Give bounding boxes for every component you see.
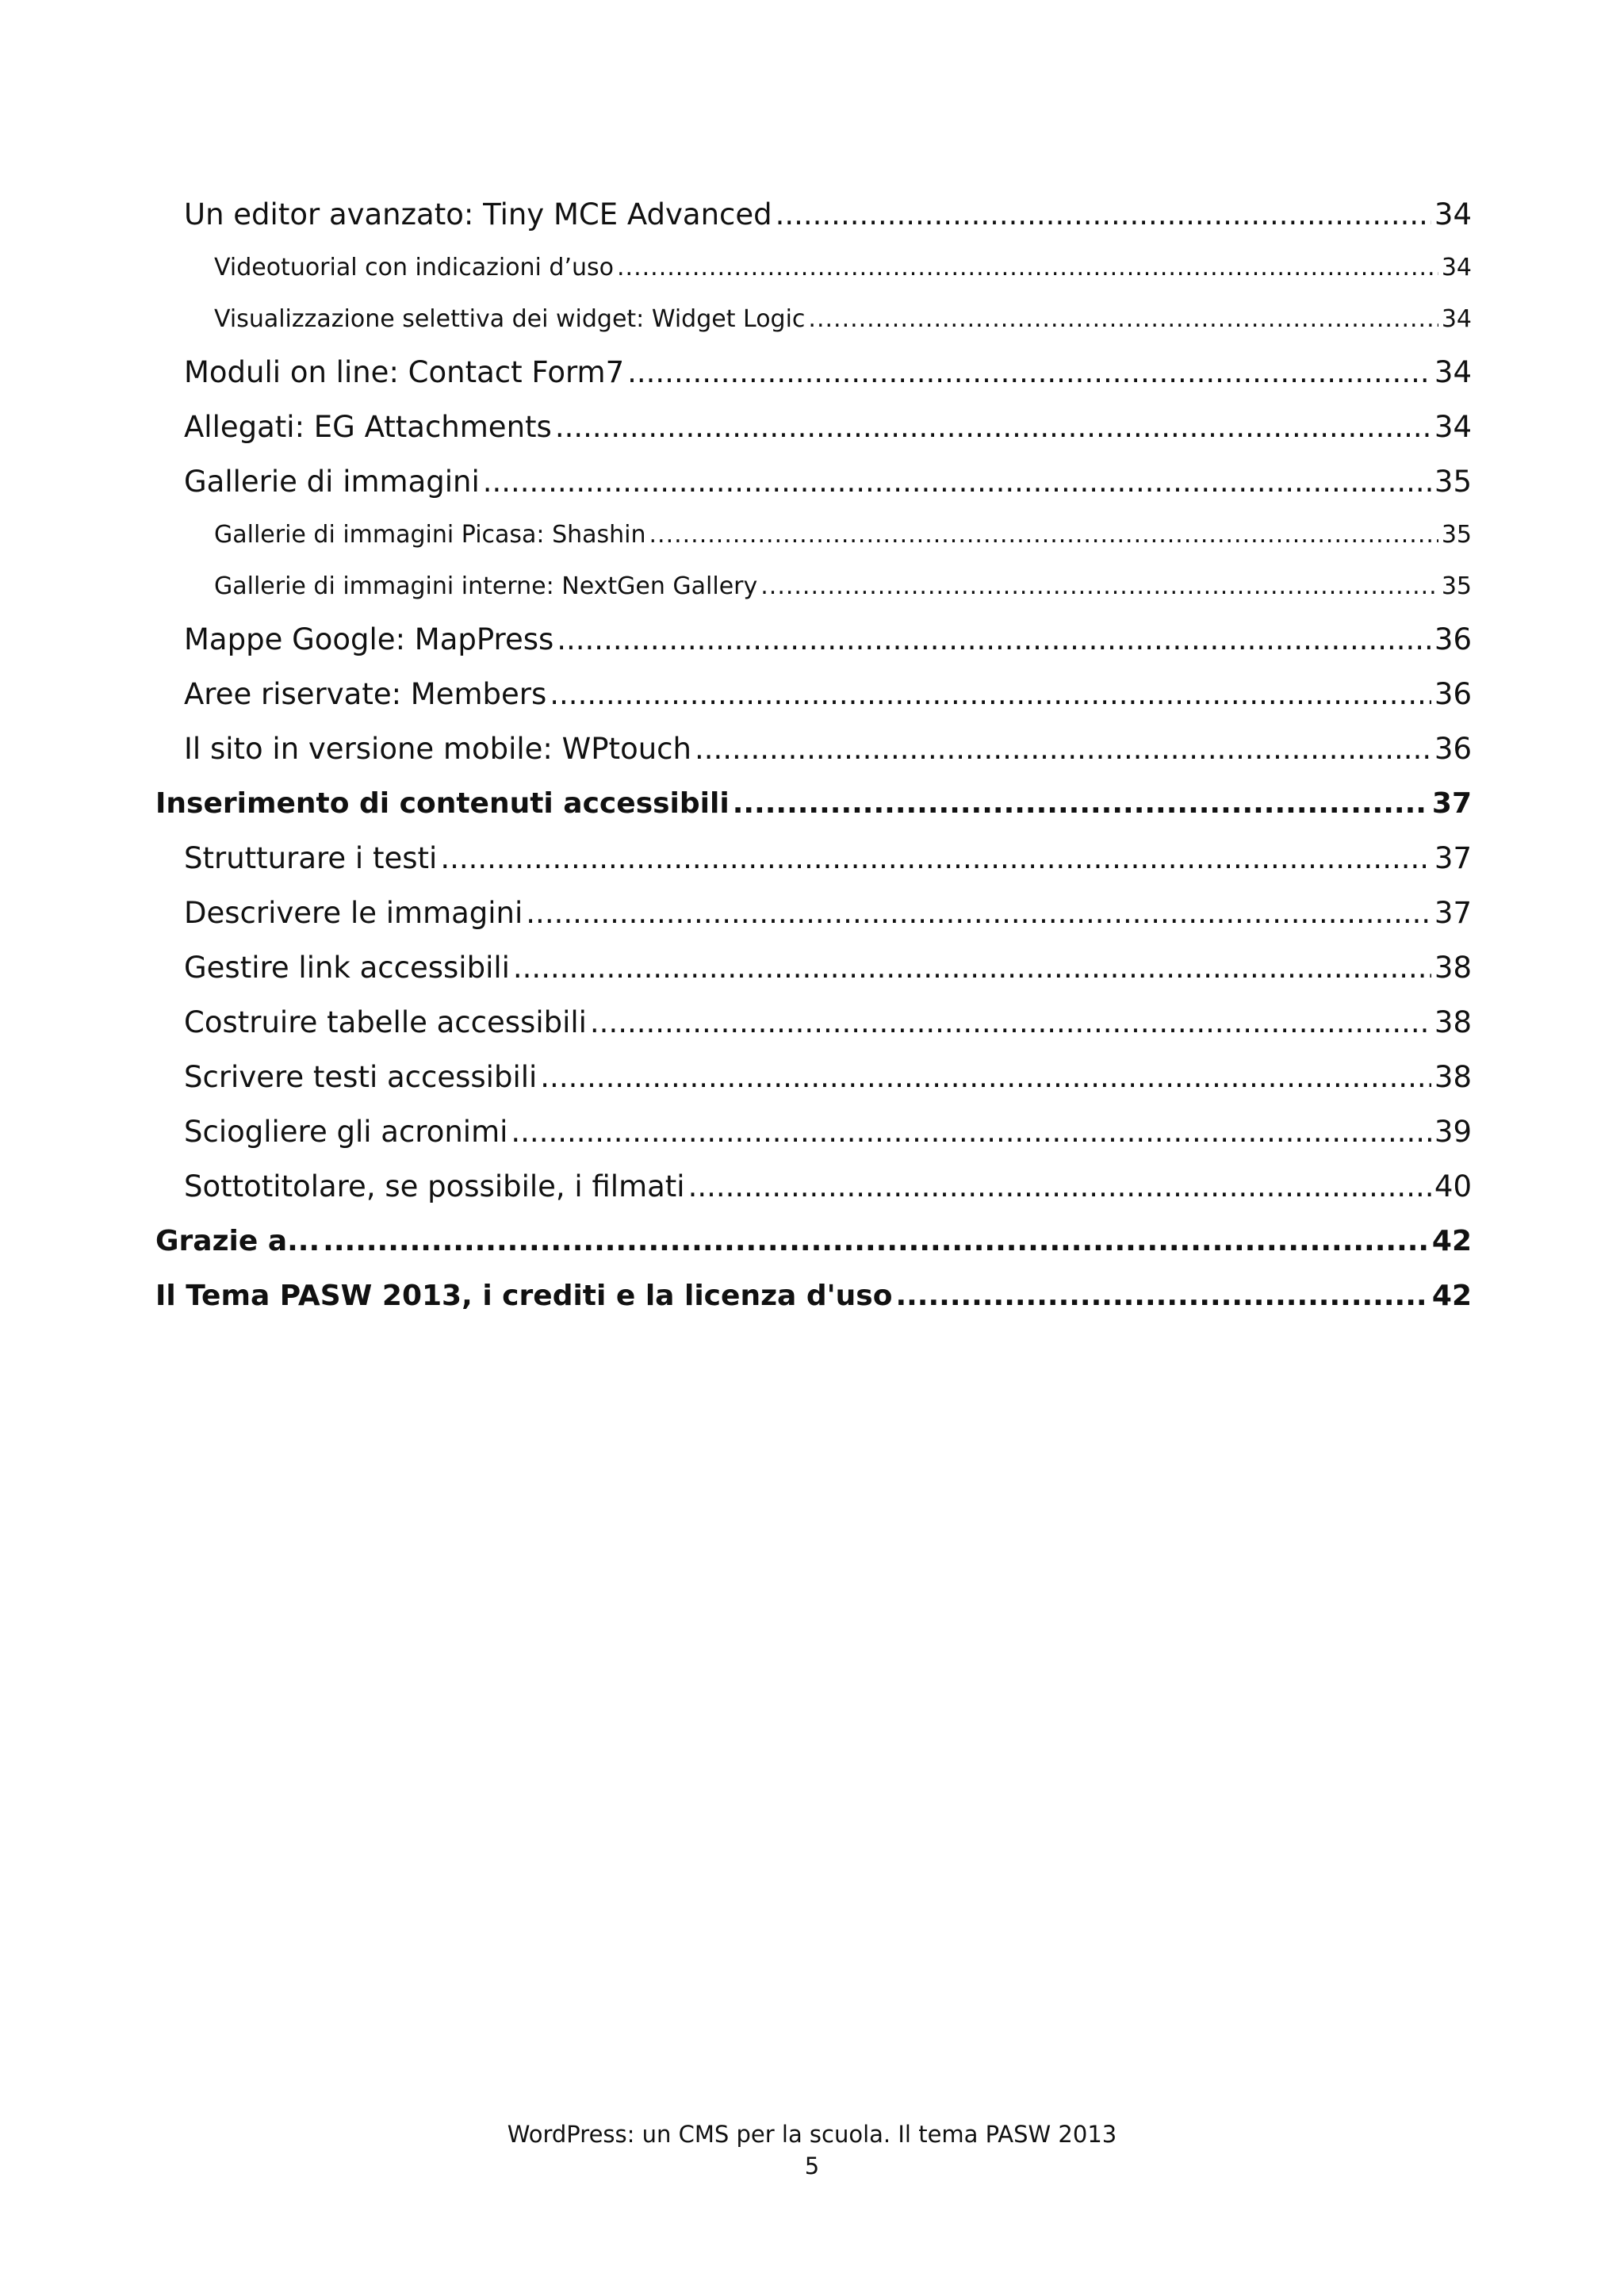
toc-dot-leader <box>323 1214 1429 1269</box>
toc-dot-leader <box>649 509 1438 561</box>
toc-entry-page: 35 <box>1441 572 1472 600</box>
toc-entry-page: 37 <box>1434 841 1472 875</box>
toc-entry-title: Gestire link accessibili <box>184 951 510 985</box>
toc-dot-leader <box>540 1050 1431 1104</box>
toc-entry-page: 34 <box>1441 254 1472 281</box>
toc-entry[interactable] <box>155 345 1472 400</box>
toc-entry-title: Mappe Google: MapPress <box>184 622 554 656</box>
toc-dot-leader <box>555 400 1431 454</box>
toc-entry[interactable] <box>155 1104 1472 1159</box>
toc-dot-leader <box>760 561 1438 612</box>
toc-entry-title: Grazie a... <box>155 1225 320 1257</box>
toc-entry-page: 38 <box>1434 1005 1472 1039</box>
toc-entry[interactable] <box>155 1269 1472 1323</box>
toc-dot-leader <box>550 667 1431 721</box>
toc-entry-title: Strutturare i testi <box>184 841 438 875</box>
toc-entry-title: Un editor avanzato: Tiny MCE Advanced <box>184 197 772 232</box>
toc-entry-page: 36 <box>1434 677 1472 711</box>
toc-entry-page: 35 <box>1441 521 1472 549</box>
toc-entry[interactable] <box>155 721 1472 776</box>
toc-entry-page: 36 <box>1434 622 1472 656</box>
toc-dot-leader <box>688 1159 1431 1214</box>
toc-entry-title: Moduli on line: Contact Form7 <box>184 355 625 389</box>
toc-entry[interactable] <box>155 509 1472 561</box>
toc-entry-title: Descrivere le immagini <box>184 896 523 930</box>
toc-entry-title: Inserimento di contenuti accessibili <box>155 787 730 820</box>
toc-entry[interactable] <box>155 940 1472 995</box>
toc-entry[interactable] <box>155 612 1472 667</box>
toc-entry-page: 39 <box>1434 1115 1472 1149</box>
toc-entry[interactable] <box>155 995 1472 1050</box>
table-of-contents <box>155 187 1472 1323</box>
toc-entry-title: Il Tema PASW 2013, i crediti e la licenza d'uso <box>155 1280 893 1312</box>
toc-entry-title: Gallerie di immagini <box>184 465 480 499</box>
toc-entry-title: Videotuorial con indicazioni d’uso <box>214 254 615 281</box>
toc-entry-page: 37 <box>1431 787 1472 820</box>
footer-title: WordPress: un CMS per la scuola. Il tema PASW 2013 <box>507 2121 1117 2148</box>
toc-entry[interactable] <box>155 776 1472 831</box>
toc-dot-leader <box>557 612 1431 667</box>
toc-dot-leader <box>776 187 1431 242</box>
toc-entry[interactable] <box>155 1050 1472 1104</box>
toc-entry-title: Scrivere testi accessibili <box>184 1060 538 1094</box>
toc-dot-leader <box>440 831 1431 886</box>
toc-dot-leader <box>590 995 1431 1050</box>
toc-dot-leader <box>808 293 1438 345</box>
toc-entry-page: 40 <box>1434 1169 1472 1203</box>
page-footer <box>0 2118 1624 2182</box>
toc-entry-title: Allegati: EG Attachments <box>184 410 552 444</box>
toc-entry-title: Visualizzazione selettiva dei widget: Widget Logic <box>214 305 806 333</box>
toc-entry[interactable] <box>155 454 1472 509</box>
toc-dot-leader <box>627 345 1431 400</box>
toc-entry-title: Costruire tabelle accessibili <box>184 1005 587 1039</box>
toc-entry-page: 34 <box>1434 355 1472 389</box>
toc-entry-title: Aree riservate: Members <box>184 677 547 711</box>
toc-entry-title: Sciogliere gli acronimi <box>184 1115 508 1149</box>
toc-entry[interactable] <box>155 400 1472 454</box>
toc-dot-leader <box>617 242 1438 293</box>
toc-entry-page: 38 <box>1434 951 1472 985</box>
toc-entry-page: 38 <box>1434 1060 1472 1094</box>
toc-entry[interactable] <box>155 1159 1472 1214</box>
toc-entry-page: 42 <box>1431 1280 1472 1312</box>
toc-entry[interactable] <box>155 187 1472 242</box>
toc-entry-title: Gallerie di immagini Picasa: Shashin <box>214 521 646 549</box>
toc-dot-leader <box>513 940 1431 995</box>
toc-entry[interactable] <box>155 667 1472 721</box>
toc-entry[interactable] <box>155 1214 1472 1269</box>
toc-entry-page: 36 <box>1434 732 1472 766</box>
toc-dot-leader <box>526 886 1431 940</box>
toc-entry[interactable] <box>155 886 1472 940</box>
toc-dot-leader <box>695 721 1431 776</box>
toc-entry-page: 35 <box>1434 465 1472 499</box>
footer-page-number: 5 <box>804 2152 820 2179</box>
toc-dot-leader <box>733 776 1429 831</box>
toc-entry-page: 37 <box>1434 896 1472 930</box>
toc-dot-leader <box>511 1104 1431 1159</box>
toc-dot-leader <box>483 454 1431 509</box>
toc-entry-title: Sottotitolare, se possibile, i filmati <box>184 1169 685 1203</box>
toc-entry[interactable] <box>155 293 1472 345</box>
toc-entry-title: Gallerie di immagini interne: NextGen Gallery <box>214 572 758 600</box>
toc-dot-leader <box>895 1269 1428 1323</box>
toc-entry[interactable] <box>155 831 1472 886</box>
toc-entry[interactable] <box>155 561 1472 612</box>
toc-entry[interactable] <box>155 242 1472 293</box>
toc-entry-title: Il sito in versione mobile: WPtouch <box>184 732 691 766</box>
toc-entry-page: 34 <box>1434 410 1472 444</box>
toc-entry-page: 34 <box>1441 305 1472 333</box>
toc-entry-page: 34 <box>1434 197 1472 232</box>
toc-entry-page: 42 <box>1431 1225 1472 1257</box>
